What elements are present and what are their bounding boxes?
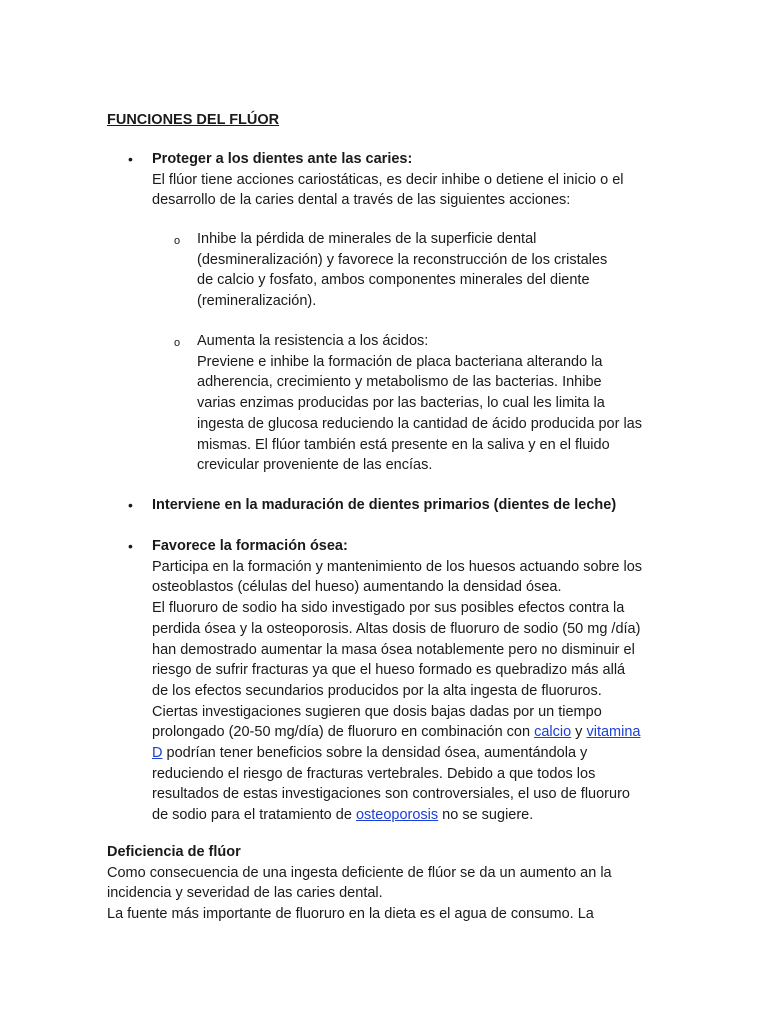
paragraph-line: Previene e inhibe la formación de placa bacteriana alterando la	[197, 353, 603, 370]
paragraph-line: han demostrado aumentar la masa ósea notablemente pero no disminuir el	[152, 641, 635, 658]
paragraph-line: La fuente más importante de fluoruro en la dieta es el agua de consumo. La	[107, 906, 594, 923]
paragraph-line: Aumenta la resistencia a los ácidos:	[197, 333, 429, 349]
paragraph-line: crevicular proveniente de las encías.	[197, 457, 433, 474]
calcio-link[interactable]: calcio	[534, 724, 572, 741]
paragraph-line: desarrollo de la caries dental a través de las siguientes acciones:	[152, 192, 571, 209]
line-text: de sodio para el tratamiento de	[152, 807, 356, 824]
sub-item-acidos	[197, 331, 642, 476]
sub-bullet-icon: o	[174, 337, 181, 349]
section-heading: Deficiencia de flúor	[107, 844, 241, 860]
paragraph-line: adherencia, crecimiento y metabolismo de las bacterias. Inhibe	[197, 374, 602, 391]
paragraph-line: ingesta de glucosa reduciendo la cantidad de ácido producida por las	[197, 415, 642, 432]
paragraph-line: de calcio y fosfato, ambos componentes minerales del diente	[197, 272, 590, 289]
vitamina-d-link-part1[interactable]: vitamina	[586, 724, 641, 741]
paragraph-line-with-links	[152, 805, 642, 826]
sub-bullet-icon: o	[174, 235, 181, 247]
paragraph-line: Como consecuencia de una ingesta deficiente de flúor se da un aumento an la	[107, 864, 612, 881]
bullet-icon: •	[128, 538, 133, 554]
paragraph-line: El fluoruro de sodio ha sido investigado por sus posibles efectos contra la	[152, 600, 625, 617]
section-proteger	[152, 149, 624, 211]
paragraph-line: de los efectos secundarios producidos por la alta ingesta de fluoruros.	[152, 682, 602, 699]
paragraph-line: (desmineralización) y favorece la reconstrucción de los cristales	[197, 251, 608, 268]
vitamina-d-link-part2[interactable]: D	[152, 745, 163, 762]
paragraph-line-with-links	[152, 722, 642, 743]
paragraph-line: mismas. El flúor también está presente en la saliva y en el fluido	[197, 436, 610, 453]
paragraph-line: El flúor tiene acciones cariostáticas, es decir inhibe o detiene el inicio o el	[152, 171, 624, 188]
section-heading: Proteger a los dientes ante las caries:	[152, 151, 413, 167]
line-text: prolongado (20-50 mg/día) de fluoruro en combinación con	[152, 724, 535, 741]
paragraph-line: osteoblastos (células del hueso) aumentando la densidad ósea.	[152, 579, 562, 596]
paragraph-line: (remineralización).	[197, 293, 317, 310]
paragraph-line: reduciendo el riesgo de fracturas vertebrales. Debido a que todos los	[152, 765, 596, 782]
paragraph-line: Participa en la formación y mantenimiento de los huesos actuando sobre los	[152, 558, 643, 575]
paragraph-line: incidencia y severidad de las caries dental.	[107, 885, 383, 902]
paragraph-line: Inhibe la pérdida de minerales de la superficie dental	[197, 231, 537, 247]
paragraph-line-with-links	[152, 743, 642, 764]
line-text: podrían tener beneficios sobre la densidad ósea, aumentándola y	[162, 745, 588, 762]
paragraph-line: riesgo de sufrir fracturas ya que el hueso formado es quebradizo más allá	[152, 662, 626, 679]
section-formacion-osea	[152, 536, 642, 826]
bullet-icon: •	[128, 151, 133, 167]
paragraph-line: Ciertas investigaciones sugieren que dosis bajas dadas por un tiempo	[152, 703, 602, 720]
paragraph-line: perdida ósea y la osteoporosis. Altas dosis de fluoruro de sodio (50 mg /día)	[152, 620, 641, 637]
section-heading-maduracion: Interviene en la maduración de dientes primarios (dientes de leche)	[152, 497, 617, 513]
paragraph-line: varias enzimas producidas por las bacterias, lo cual les limita la	[197, 395, 605, 412]
section-deficiencia	[107, 842, 612, 925]
line-text: y	[571, 724, 587, 741]
osteoporosis-link[interactable]: osteoporosis	[355, 807, 439, 824]
line-text: no se sugiere.	[438, 807, 534, 824]
section-heading: Favorece la formación ósea:	[152, 538, 348, 554]
paragraph-line: resultados de estas investigaciones son controversiales, el uso de fluoruro	[152, 786, 630, 803]
document-title: FUNCIONES DEL FLÚOR	[107, 112, 280, 128]
bullet-icon: •	[128, 497, 133, 513]
sub-item-desmineralizacion	[197, 229, 607, 312]
